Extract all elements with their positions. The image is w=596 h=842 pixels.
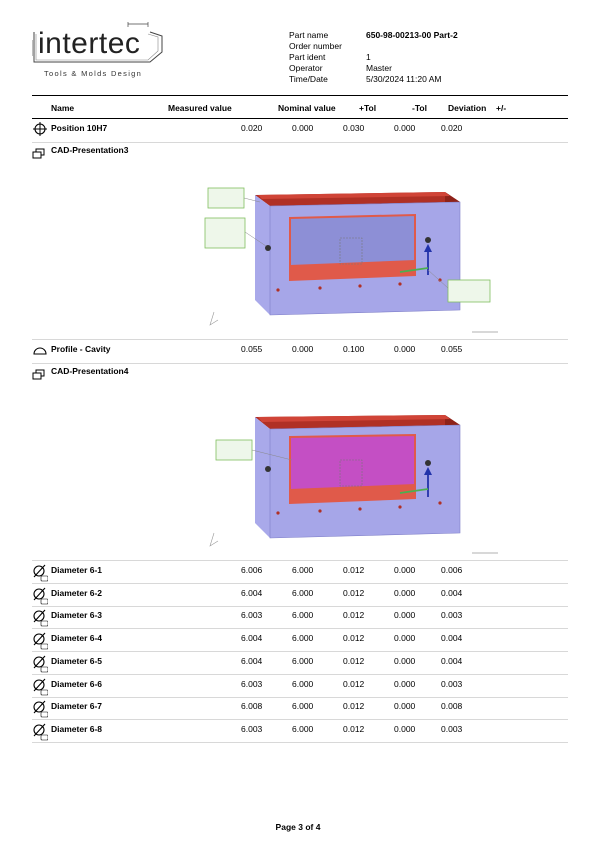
row-name: Position 10H7 (51, 123, 108, 133)
nominal-value: 6.000 (292, 587, 314, 598)
tol-plus-value: 0.012 (343, 701, 365, 712)
tol-minus-value: 0.000 (394, 701, 416, 712)
cad-presentation-icon (32, 147, 46, 161)
tol-plus-value: 0.012 (343, 610, 365, 621)
nominal-value: 6.000 (292, 701, 314, 712)
nominal-value: 6.000 (292, 633, 314, 644)
logo-tagline: Tools & Molds Design (44, 69, 143, 78)
deviation-value: 0.003 (441, 723, 463, 734)
tol-minus-value: 0.000 (394, 723, 416, 734)
tol-plus-value: 0.012 (343, 655, 365, 666)
deviation-value: 0.003 (441, 678, 463, 689)
header-value-time-date: 5/30/2024 11:20 AM (366, 74, 442, 84)
header-value-part-name: 650-98-00213-00 Part-2 (366, 30, 458, 40)
measured-value: 0.020 (241, 123, 263, 133)
row-name: Diameter 6-8 (51, 723, 103, 734)
column-plus-minus: +/- (496, 103, 507, 113)
deviation-value: 0.020 (441, 123, 463, 133)
table-row (32, 607, 568, 629)
cad-title-4: CAD-Presentation4 (51, 366, 129, 376)
nominal-value: 0.000 (292, 123, 314, 133)
nominal-value: 6.000 (292, 678, 314, 689)
deviation-value: 0.055 (441, 344, 463, 354)
row-name: Diameter 6-1 (51, 565, 103, 575)
header-label-part-name: Part name (289, 30, 329, 40)
nominal-value: 6.000 (292, 723, 314, 734)
diameter-icon (32, 608, 48, 628)
tol-minus-value: 0.000 (394, 587, 416, 598)
table-row (32, 676, 568, 698)
table-row (32, 585, 568, 607)
table-row (32, 653, 568, 675)
header-label-operator: Operator (289, 63, 323, 73)
deviation-value: 0.008 (441, 701, 463, 712)
header-label-part-ident: Part ident (289, 52, 326, 62)
table-row (32, 120, 568, 142)
deviation-value: 0.004 (441, 587, 463, 598)
row-name: Diameter 6-2 (51, 587, 103, 598)
diameter-icon (32, 631, 48, 651)
table-row (32, 721, 568, 743)
measured-value: 6.003 (241, 678, 263, 689)
tol-minus-value: 0.000 (394, 344, 416, 354)
diameter-icon (32, 677, 48, 697)
tol-minus-value: 0.000 (394, 655, 416, 666)
diameter-icon (32, 586, 48, 606)
header-label-order-number: Order number (289, 41, 342, 51)
row-divider (32, 560, 568, 561)
header-rule (32, 95, 568, 96)
row-name: Diameter 6-4 (51, 633, 103, 644)
column-tol-plus: +Tol (359, 103, 377, 113)
measured-value: 6.008 (241, 701, 263, 712)
deviation-value: 0.006 (441, 565, 463, 575)
deviation-value: 0.004 (441, 655, 463, 666)
nominal-value: 0.000 (292, 344, 314, 354)
row-divider (32, 363, 568, 364)
row-divider (32, 339, 568, 340)
header-value-operator: Master (366, 63, 392, 73)
table-row (32, 698, 568, 720)
profile-icon (32, 342, 48, 358)
position-icon (32, 121, 48, 137)
diameter-icon (32, 722, 48, 742)
tol-plus-value: 0.012 (343, 723, 365, 734)
measured-value: 6.003 (241, 610, 263, 621)
row-name: Diameter 6-6 (51, 678, 103, 689)
measured-value: 6.003 (241, 723, 263, 734)
nominal-value: 6.000 (292, 655, 314, 666)
measured-value: 6.004 (241, 633, 263, 644)
tol-plus-value: 0.012 (343, 678, 365, 689)
tol-minus-value: 0.000 (394, 633, 416, 644)
tol-plus-value: 0.012 (343, 587, 365, 598)
column-nominal: Nominal value (278, 103, 336, 113)
cad-presentation-icon (32, 368, 46, 382)
tol-plus-value: 0.012 (343, 565, 365, 575)
cad-title-3: CAD-Presentation3 (51, 145, 129, 155)
measured-value: 6.004 (241, 587, 263, 598)
row-name: Diameter 6-3 (51, 610, 103, 621)
column-name: Name (51, 103, 75, 113)
diameter-icon (32, 699, 48, 719)
row-name: Diameter 6-7 (51, 701, 103, 712)
row-name: Diameter 6-5 (51, 655, 103, 666)
header-rule-bottom (32, 118, 568, 119)
row-divider (32, 142, 568, 143)
row-name: Profile - Cavity (51, 344, 111, 354)
page-number: Page 3 of 4 (275, 822, 321, 832)
nominal-value: 6.000 (292, 610, 314, 621)
diameter-icon (32, 654, 48, 674)
row-divider (32, 742, 568, 743)
tol-minus-value: 0.000 (394, 123, 416, 133)
column-measured: Measured value (168, 103, 232, 113)
diameter-icon (32, 563, 48, 583)
column-deviation: Deviation (448, 103, 487, 113)
cad-view-4 (200, 405, 510, 560)
deviation-value: 0.004 (441, 633, 463, 644)
table-row (32, 562, 568, 584)
header-value-part-ident: 1 (366, 52, 371, 62)
logo-brand: intertec (38, 27, 141, 60)
header-label-time-date: Time/Date (289, 74, 328, 84)
deviation-value: 0.003 (441, 610, 463, 621)
tol-minus-value: 0.000 (394, 565, 416, 575)
measured-value: 6.006 (241, 565, 263, 575)
tol-minus-value: 0.000 (394, 610, 416, 621)
table-row (32, 341, 568, 363)
tol-plus-value: 0.012 (343, 633, 365, 644)
measured-value: 0.055 (241, 344, 263, 354)
cad-view-3 (200, 180, 510, 340)
tol-minus-value: 0.000 (394, 678, 416, 689)
tol-plus-value: 0.100 (343, 344, 365, 354)
measured-value: 6.004 (241, 655, 263, 666)
table-row (32, 630, 568, 652)
column-tol-minus: -Tol (412, 103, 427, 113)
nominal-value: 6.000 (292, 565, 314, 575)
tol-plus-value: 0.030 (343, 123, 365, 133)
